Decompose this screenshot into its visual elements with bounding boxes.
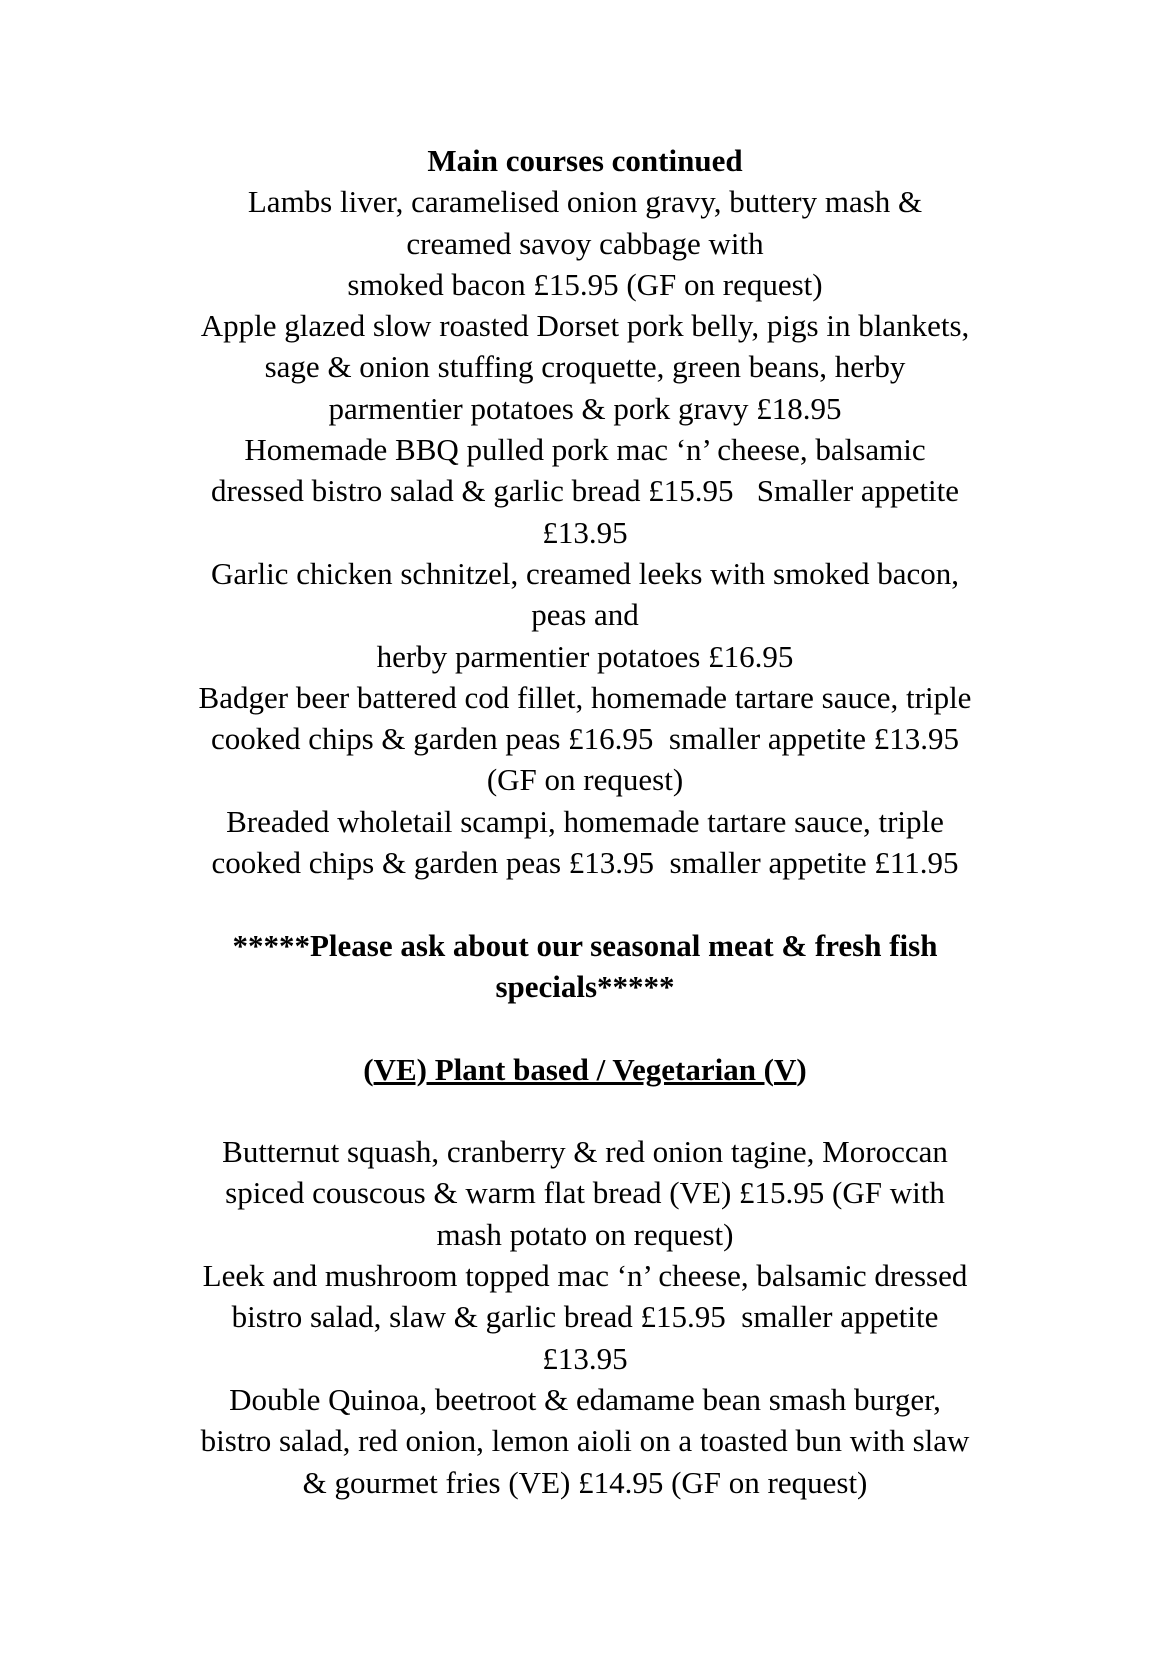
menu-item-line: cooked chips & garden peas £13.95 smaller appetite £11.95 xyxy=(211,845,959,881)
menu-item-line: mash potato on request) xyxy=(436,1216,734,1252)
menu-item-line: Apple glazed slow roasted Dorset pork belly, pigs in blankets, xyxy=(200,308,970,344)
spacer xyxy=(0,1007,1170,1048)
vegetarian-heading xyxy=(0,1049,1170,1090)
main-item-pulled-pork-mac xyxy=(0,429,1170,553)
vegetarian-heading-part: V xyxy=(774,1051,797,1087)
menu-item-line: Leek and mushroom topped mac ‘n’ cheese, balsamic dressed xyxy=(202,1258,968,1294)
menu-item-line: Lambs liver, caramelised onion gravy, buttery mash & xyxy=(247,184,923,220)
spacer xyxy=(0,883,1170,924)
menu-item-line: parmentier potatoes & pork gravy £18.95 xyxy=(328,390,842,426)
menu-item-line: Garlic chicken schnitzel, creamed leeks with smoked bacon, xyxy=(210,555,959,591)
spacer xyxy=(0,1090,1170,1131)
specials-notice-line: *****Please ask about our seasonal meat & fresh fish xyxy=(232,927,938,963)
veg-item-leek-mushroom-mac xyxy=(0,1255,1170,1379)
specials-notice-line: specials***** xyxy=(495,968,675,1004)
menu-page xyxy=(0,140,1170,1503)
menu-item-line: Homemade BBQ pulled pork mac ‘n’ cheese, balsamic xyxy=(244,432,926,468)
main-item-lambs-liver xyxy=(0,181,1170,305)
main-item-scampi xyxy=(0,801,1170,884)
menu-item-line: peas and xyxy=(531,597,639,633)
main-item-chicken-schnitzel xyxy=(0,553,1170,677)
menu-item-line: herby parmentier potatoes £16.95 xyxy=(376,638,794,674)
vegetarian-heading-part: VE) Plant based / Vegetarian ( xyxy=(373,1051,775,1087)
menu-item-line: Badger beer battered cod fillet, homemade tartare sauce, triple xyxy=(198,679,972,715)
menu-item-line: £13.95 xyxy=(542,1340,628,1376)
menu-item-line: & gourmet fries (VE) £14.95 (GF on request) xyxy=(302,1464,868,1500)
vegetarian-heading-part: ( xyxy=(363,1051,374,1087)
veg-item-squash-tagine xyxy=(0,1131,1170,1255)
menu-item-line: (GF on request) xyxy=(486,762,684,798)
menu-item-line: bistro salad, slaw & garlic bread £15.95 smaller appetite xyxy=(231,1299,939,1335)
menu-item-line: cooked chips & garden peas £16.95 smaller appetite £13.95 xyxy=(210,721,960,757)
menu-item-line: sage & onion stuffing croquette, green beans, herby xyxy=(264,349,906,385)
main-item-pork-belly xyxy=(0,305,1170,429)
vegetarian-heading-part: ) xyxy=(796,1051,807,1087)
menu-item-line: £13.95 xyxy=(542,514,628,550)
main-item-cod-fillet xyxy=(0,677,1170,801)
menu-item-line: Butternut squash, cranberry & red onion tagine, Moroccan xyxy=(222,1134,948,1170)
menu-item-line: smoked bacon £15.95 (GF on request) xyxy=(347,266,823,302)
veg-item-quinoa-burger xyxy=(0,1379,1170,1503)
menu-item-line: spiced couscous & warm flat bread (VE) £15.95 (GF with xyxy=(225,1175,945,1211)
menu-item-line: Double Quinoa, beetroot & edamame bean smash burger, xyxy=(229,1381,941,1417)
menu-item-line: creamed savoy cabbage with xyxy=(406,225,764,261)
menu-item-line: dressed bistro salad & garlic bread £15.95 Smaller appetite xyxy=(210,473,960,509)
specials-notice xyxy=(0,925,1170,1008)
main-courses-heading: Main courses continued xyxy=(427,143,743,178)
menu-item-line: bistro salad, red onion, lemon aioli on a toasted bun with slaw xyxy=(200,1423,970,1459)
menu-item-line: Breaded wholetail scampi, homemade tartare sauce, triple xyxy=(226,803,944,839)
